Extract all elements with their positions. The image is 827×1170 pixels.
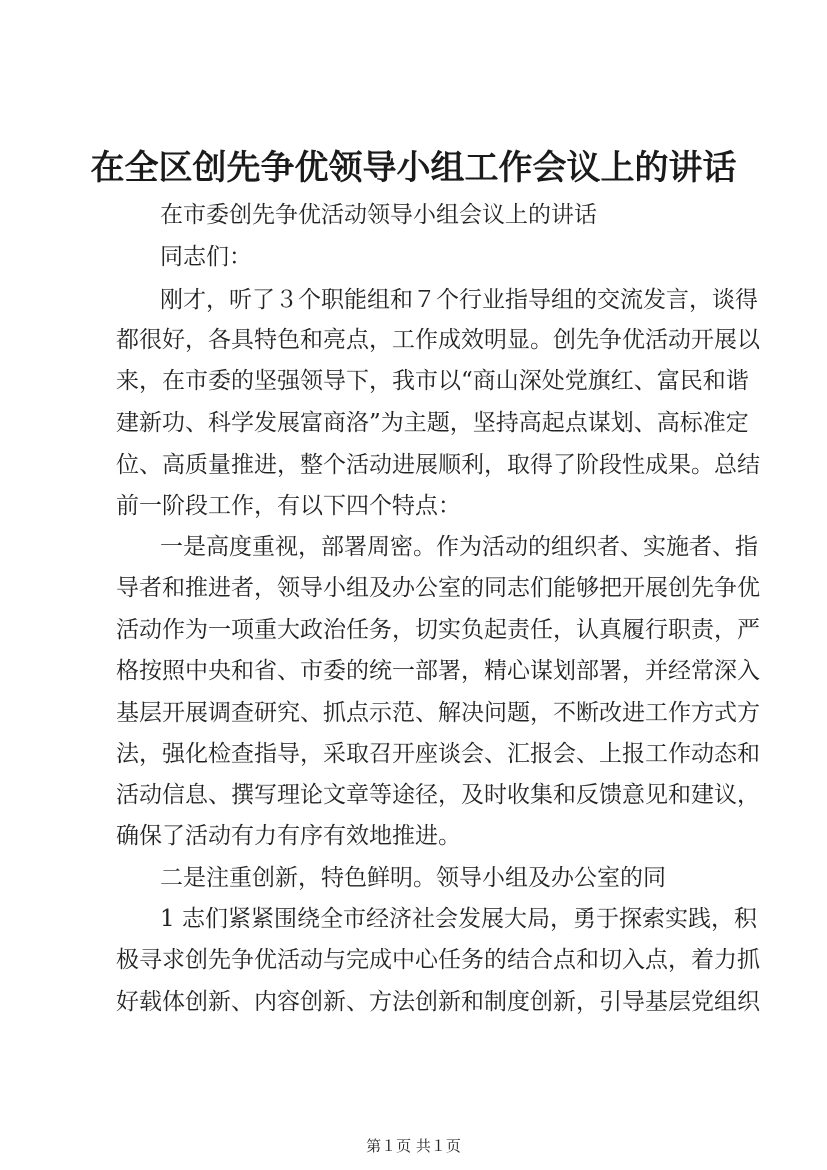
body-line: 都很好，各具特色和亮点，工作成效明显。创先争优活动开展以 [116,327,760,353]
page-number-footer: 第１页 共１页 [366,1137,461,1155]
document-title: 在全区创先争优领导小组工作会议上的讲话 [90,148,737,188]
body-line: 法，强化检查指导，采取召开座谈会、汇报会、上报工作动态和 [116,741,760,767]
body-line: 刚才，听了３个职能组和７个行业指导组的交流发言，谈得 [160,287,758,313]
body-line: 导者和推进者，领导小组及办公室的同志们能够把开展创先争优 [116,575,760,601]
body-line: 一是高度重视，部署周密。作为活动的组织者、实施者、指 [160,534,758,560]
body-line: 位、高质量推进，整个活动进展顺利，取得了阶段性成果。总结 [116,452,760,478]
body-line: 基层开展调查研究、抓点示范、解决问题，不断改进工作方式方 [116,700,760,726]
body-line: 格按照中央和省、市委的统一部署，精心谋划部署，并经常深入 [116,658,760,684]
body-line: 活动信息、撰写理论文章等途径，及时收集和反馈意见和建议， [116,782,760,808]
body-line: 二是注重创新，特色鲜明。领导小组及办公室的同 [160,865,666,891]
body-line: 来，在市委的坚强领导下，我市以“商山深处党旗红、富民和谐 [116,368,749,394]
body-line: 前一阶段工作，有以下四个特点： [116,493,461,519]
body-line: 确保了活动有力有序有效地推进。 [116,823,461,849]
body-line: 极寻求创先争优活动与完成中心任务的结合点和切入点，着力抓 [116,947,760,973]
body-line: 好载体创新、内容创新、方法创新和制度创新，引导基层党组织 [116,989,760,1015]
document-subtitle: 在市委创先争优活动领导小组会议上的讲话 [160,202,597,228]
body-line: 活动作为一项重大政治任务，切实负起责任，认真履行职责，严 [116,617,760,643]
body-line: 1 志们紧紧围绕全市经济社会发展大局，勇于探索实践，积 [160,906,757,932]
body-line: 建新功、科学发展富商洛”为主题，坚持高起点谋划、高标准定 [116,410,749,436]
salutation: 同志们： [160,244,252,270]
